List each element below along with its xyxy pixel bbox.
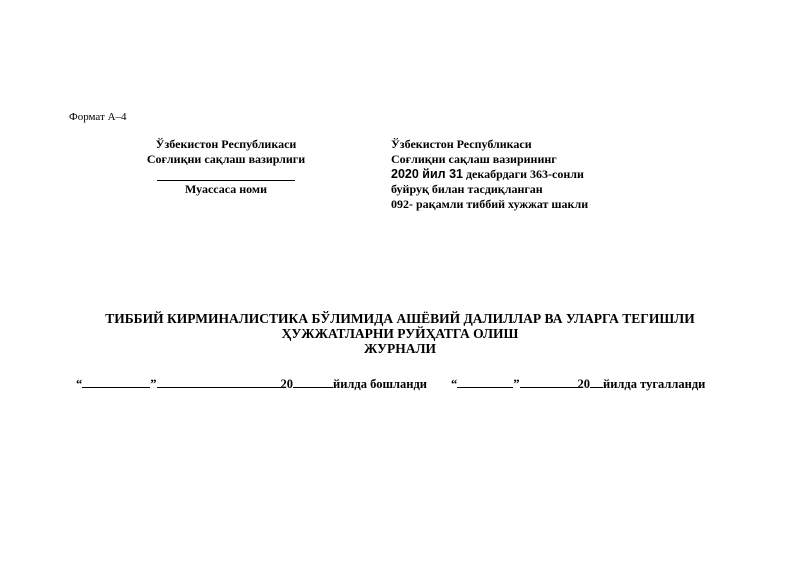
- start-day-blank: [82, 375, 150, 388]
- left-header: [126, 137, 326, 197]
- right-header-form-number: 092- рақамли тиббий хужжат шакли: [391, 197, 589, 211]
- end-day-blank: [457, 375, 513, 388]
- institution-name-rule: [157, 167, 295, 181]
- journal-title: [60, 311, 740, 356]
- right-header-approval: буйруқ билан тасдиқланган: [391, 182, 543, 196]
- right-header: [391, 137, 588, 212]
- right-header-decree-date: [391, 167, 588, 182]
- start-year-prefix: 20: [280, 377, 293, 391]
- decree-number: декабрдаги 363-сонли: [462, 167, 584, 181]
- end-close-quote: ”: [513, 377, 520, 391]
- end-year-prefix: 20: [577, 377, 590, 391]
- institution-name-blank: [126, 167, 326, 182]
- right-header-minister: Соғлиқни сақлаш вазирининг: [391, 152, 557, 166]
- end-year-blank: [590, 375, 603, 388]
- left-header-country: Ўзбекистон Республикаси: [155, 137, 297, 151]
- start-month-blank: [157, 375, 281, 388]
- start-open-quote: “: [76, 377, 83, 391]
- end-open-quote: “: [451, 377, 458, 391]
- title-line-2: ҲУЖЖАТЛАРНИ РУЙҲАТГА ОЛИШ: [281, 326, 519, 341]
- decree-date: 2020 йил 31: [391, 167, 463, 181]
- start-year-blank: [293, 375, 333, 388]
- format-label: Формат А–4: [69, 111, 127, 123]
- end-month-blank: [520, 375, 578, 388]
- right-header-country: Ўзбекистон Республикаси: [391, 137, 532, 151]
- journal-dates: [76, 375, 705, 392]
- institution-name-label: Муассаса номи: [184, 182, 268, 196]
- title-line-3: ЖУРНАЛИ: [363, 341, 437, 356]
- start-close-quote: ”: [150, 377, 157, 391]
- started-label: йилда бошланди: [333, 377, 427, 391]
- left-header-ministry: Соғлиқни сақлаш вазирлиги: [146, 152, 306, 166]
- ended-label: йилда тугалланди: [603, 377, 706, 391]
- title-line-1: ТИББИЙ КИРМИНАЛИСТИКА БЎЛИМИДА АШЁВИЙ ДАЛИЛЛАР ВА УЛАРГА ТЕГИШЛИ: [105, 311, 695, 326]
